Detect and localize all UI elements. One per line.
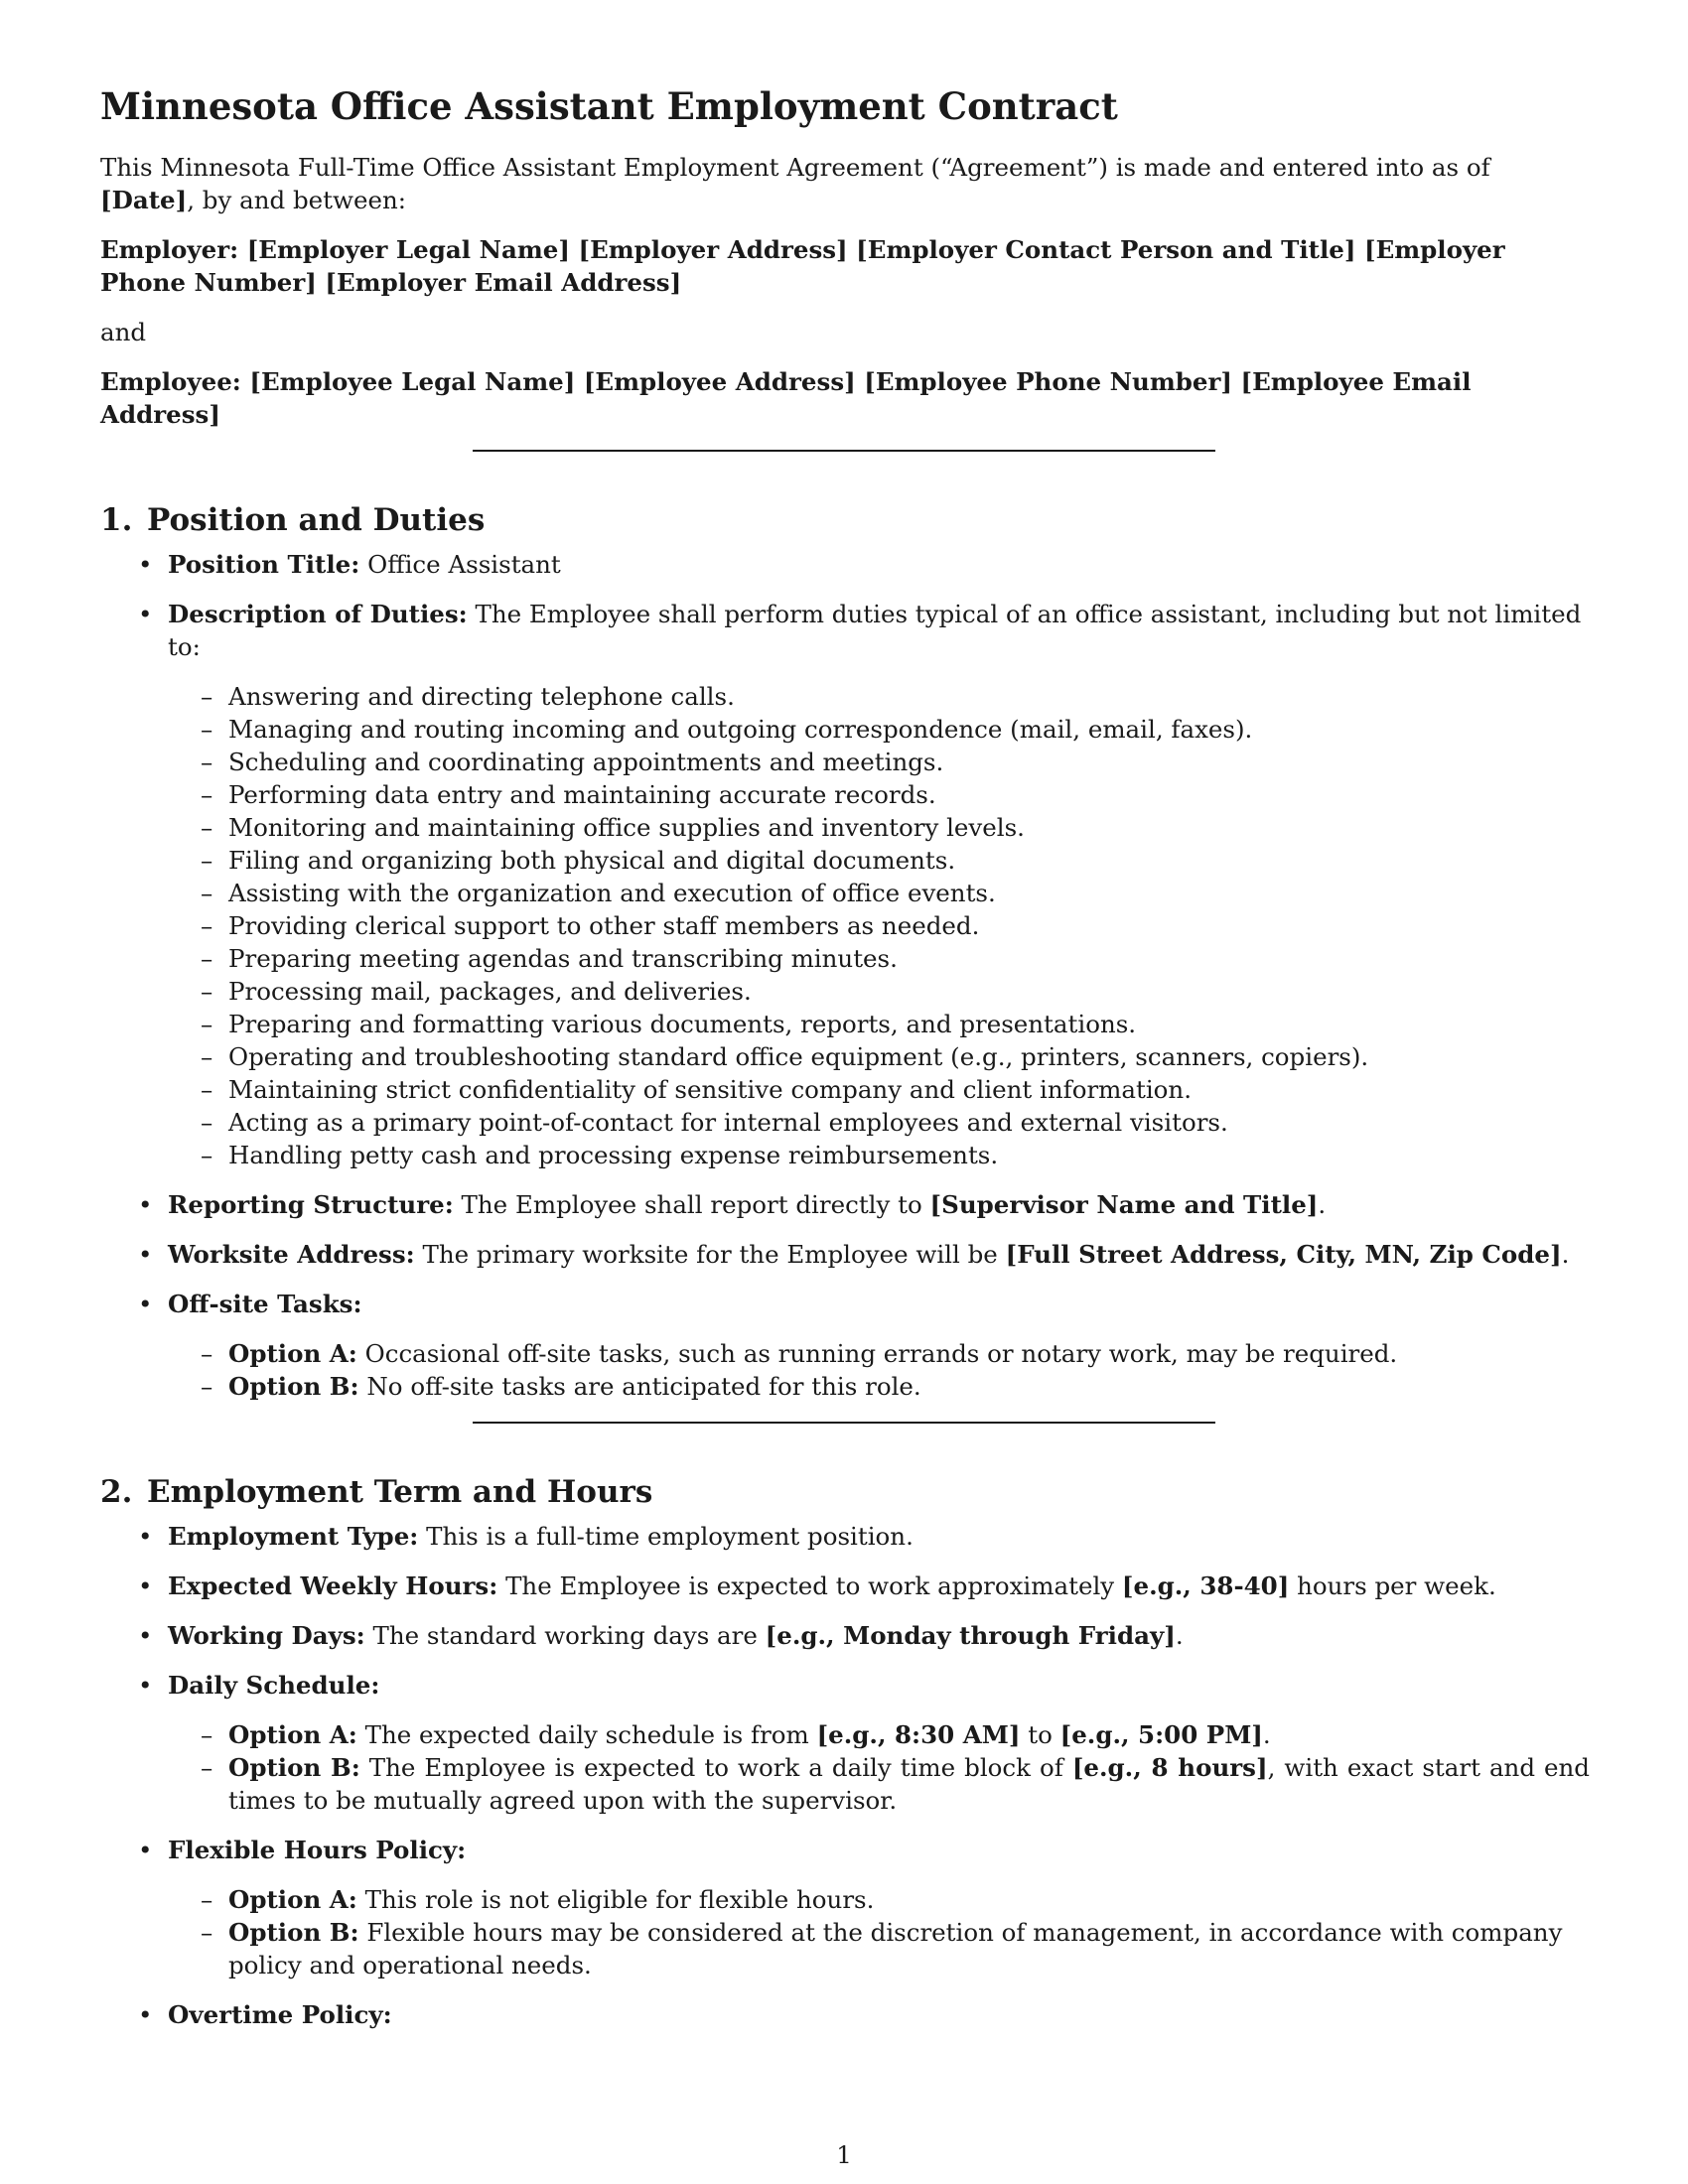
offsite-option-b [168, 1370, 1590, 1403]
duty-item: – Filing and organizing both physical and digital documents. [168, 844, 1590, 877]
reporting-label: Reporting Structure: [168, 1190, 454, 1219]
option-text: Occasional off-site tasks, such as running errands or notary work, may be required. [364, 1339, 1398, 1368]
time-block-placeholder: [e.g., 8 hours] [1071, 1753, 1268, 1782]
option-label: Option A: [228, 1720, 357, 1749]
working-days-end: . [1175, 1621, 1184, 1650]
list-item-employment-type [100, 1520, 1590, 1553]
weekly-hours-placeholder: [e.g., 38-40] [1121, 1571, 1290, 1600]
intro-text-end: , by and between: [187, 186, 406, 214]
employee-label: Employee: [100, 367, 241, 396]
option-text: The Employee is expected to work a daily time block of [368, 1753, 1072, 1782]
position-title-label: Position Title: [168, 550, 360, 579]
working-days-text: The standard working days are [372, 1621, 766, 1650]
duty-item: – Preparing meeting agendas and transcribing minutes. [168, 942, 1590, 975]
employer-block [100, 233, 1590, 299]
employment-type-text: This is a full-time employment position. [426, 1522, 914, 1551]
duty-item: – Handling petty cash and processing expense reimbursements. [168, 1139, 1590, 1171]
list-item-position-title [100, 548, 1590, 581]
employment-type-label: Employment Type: [168, 1522, 419, 1551]
worksite-text: The primary worksite for the Employee will be [422, 1240, 1006, 1269]
overtime-label: Overtime Policy: [168, 2000, 392, 2029]
duty-item: – Performing data entry and maintaining accurate records. [168, 778, 1590, 811]
working-days-label: Working Days: [168, 1621, 365, 1650]
duties-label: Description of Duties: [168, 600, 468, 628]
employer-fields: [Employer Legal Name] [Employer Address] [Employer Contact Person and Title] [Employer Phone Number] [Employer Email Address] [100, 235, 1505, 297]
duties-sublist [168, 680, 1590, 1171]
duty-item: – Managing and routing incoming and outgoing correspondence (mail, email, faxes). [168, 713, 1590, 746]
duty-item: – Assisting with the organization and execution of office events. [168, 877, 1590, 909]
daily-schedule-label: Daily Schedule: [168, 1671, 380, 1700]
reporting-end: . [1318, 1190, 1327, 1219]
offsite-option-a [168, 1337, 1590, 1370]
start-time-placeholder: [e.g., 8:30 AM] [816, 1720, 1021, 1749]
section-divider-1 [473, 450, 1215, 452]
flex-option-b [168, 1916, 1590, 1981]
employer-label: Employer: [100, 235, 239, 264]
offsite-label: Off-site Tasks: [168, 1290, 362, 1318]
duty-item: – Processing mail, packages, and deliveries. [168, 975, 1590, 1008]
option-text: The expected daily schedule is from [364, 1720, 817, 1749]
option-label: Option A: [228, 1339, 357, 1368]
option-label: Option B: [228, 1753, 360, 1782]
section-1-list [100, 548, 1590, 1403]
end-time-placeholder: [e.g., 5:00 PM] [1059, 1720, 1263, 1749]
option-label: Option B: [228, 1918, 359, 1947]
working-days-placeholder: [e.g., Monday through Friday] [765, 1621, 1176, 1650]
duty-item: – Answering and directing telephone calls. [168, 680, 1590, 713]
duty-item: – Monitoring and maintaining office supplies and inventory levels. [168, 811, 1590, 844]
weekly-hours-label: Expected Weekly Hours: [168, 1571, 498, 1600]
section-divider-2 [473, 1422, 1215, 1424]
option-label: Option A: [228, 1885, 357, 1914]
daily-schedule-sublist [168, 1718, 1590, 1817]
offsite-sublist [168, 1337, 1590, 1403]
page-number: 1 [836, 2140, 852, 2169]
list-item-reporting [100, 1188, 1590, 1221]
schedule-option-a [168, 1718, 1590, 1751]
list-item-overtime [100, 1998, 1590, 2031]
duty-item: – Maintaining strict confidentiality of sensitive company and client information. [168, 1073, 1590, 1106]
duty-item: – Operating and troubleshooting standard office equipment (e.g., printers, scanners, copiers). [168, 1040, 1590, 1073]
employee-fields: [Employee Legal Name] [Employee Address] [Employee Phone Number] [Employee Email Address] [100, 367, 1472, 429]
intro-paragraph [100, 151, 1590, 216]
worksite-end: . [1561, 1240, 1570, 1269]
weekly-hours-text: The Employee is expected to work approximately [505, 1571, 1122, 1600]
supervisor-placeholder: [Supervisor Name and Title] [929, 1190, 1319, 1219]
document-title: Minnesota Office Assistant Employment Contract [100, 84, 1118, 128]
section-2-heading [100, 1472, 1590, 1512]
option-text-end: , with exact start and end times to be mutually agreed upon with the supervisor. [228, 1753, 1590, 1815]
duty-item: – Acting as a primary point-of-contact for internal employees and external visitors. [168, 1106, 1590, 1139]
option-text-end: . [1262, 1720, 1271, 1749]
flex-option-a [168, 1883, 1590, 1916]
option-text-mid: to [1020, 1720, 1060, 1749]
section-1-heading [100, 500, 1590, 540]
list-item-duties [100, 598, 1590, 1171]
duties-text: The Employee shall perform duties typical of an office assistant, including but not limited to: [168, 600, 1582, 661]
schedule-option-b [168, 1751, 1590, 1817]
section-2-list [100, 1520, 1590, 2031]
list-item-flexible-hours [100, 1834, 1590, 1981]
list-item-offsite [100, 1288, 1590, 1403]
list-item-weekly-hours [100, 1570, 1590, 1602]
option-text: Flexible hours may be considered at the discretion of management, in accordance with company policy and operational needs. [228, 1918, 1563, 1979]
section-2-number: 2. [100, 1474, 133, 1510]
date-placeholder: [Date] [100, 186, 188, 214]
option-text: This role is not eligible for flexible hours. [364, 1885, 875, 1914]
duty-item: – Preparing and formatting various documents, reports, and presentations. [168, 1008, 1590, 1040]
section-1-title: Position and Duties [147, 502, 486, 538]
list-item-worksite [100, 1238, 1590, 1271]
flexible-hours-label: Flexible Hours Policy: [168, 1836, 467, 1864]
intro-text: This Minnesota Full-Time Office Assistant Employment Agreement (“Agreement”) is made and entered into as of [100, 153, 1490, 182]
weekly-hours-end: hours per week. [1289, 1571, 1496, 1600]
position-title-value: Office Assistant [367, 550, 561, 579]
reporting-text: The Employee shall report directly to [461, 1190, 930, 1219]
section-1-number: 1. [100, 502, 133, 538]
and-text: and [100, 318, 147, 346]
option-text: No off-site tasks are anticipated for this role. [366, 1372, 921, 1401]
duty-item: – Providing clerical support to other staff members as needed. [168, 909, 1590, 942]
flexible-hours-sublist [168, 1883, 1590, 1981]
list-item-daily-schedule [100, 1669, 1590, 1817]
worksite-placeholder: [Full Street Address, City, MN, Zip Code] [1005, 1240, 1562, 1269]
duty-item: – Scheduling and coordinating appointments and meetings. [168, 746, 1590, 778]
worksite-label: Worksite Address: [168, 1240, 415, 1269]
list-item-working-days [100, 1619, 1590, 1652]
section-2-title: Employment Term and Hours [147, 1474, 653, 1510]
option-label: Option B: [228, 1372, 359, 1401]
document-content [100, 83, 1590, 2048]
employee-block [100, 365, 1590, 431]
